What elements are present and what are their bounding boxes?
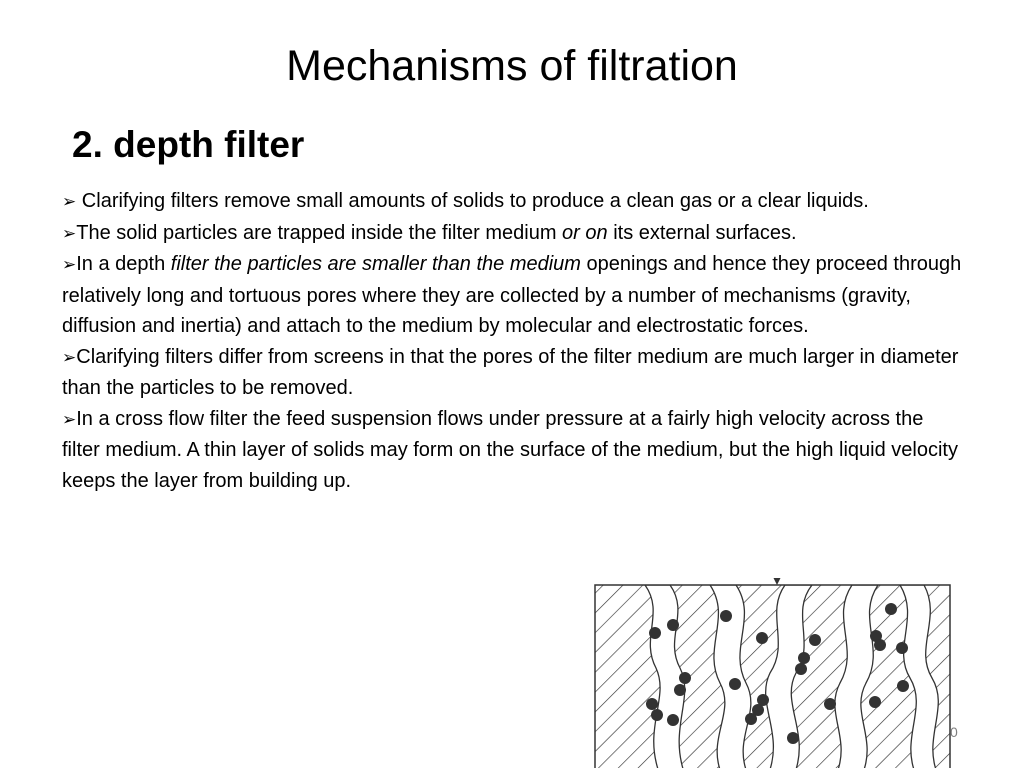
depth-filter-diagram: [590, 578, 960, 768]
bullet-item: [62, 186, 962, 218]
flow-arrow-icon: [773, 578, 781, 585]
bullet-arrow-icon: ➢: [62, 255, 77, 275]
bullet-arrow-icon: ➢: [62, 409, 77, 430]
bullet-arrow-icon: ➢: [62, 192, 77, 212]
bullet-text: Clarifying filters differ from screens in that the pores of the filter medium are much larger in diameter than the particles to be removed.: [62, 345, 959, 399]
bullet-item: [62, 342, 962, 404]
bullet-item: [62, 218, 962, 250]
slide-subtitle: 2. depth filter: [72, 124, 305, 165]
bullet-text: its external surfaces.: [607, 221, 797, 244]
bullet-text-italic: filter the particles are smaller than the medium: [170, 253, 581, 275]
slide-title: Mechanisms of filtration: [286, 42, 738, 90]
bullet-arrow-icon: ➢: [62, 347, 77, 368]
bullet-item: [62, 404, 962, 497]
bullet-text-italic: or on: [562, 221, 608, 244]
page-number: 0: [950, 724, 958, 740]
bullet-item: [62, 249, 962, 342]
bullet-text: Clarifying filters remove small amounts of solids to produce a clean gas or a clear liquids.: [76, 190, 869, 212]
bullet-text: openings and hence they proceed through relatively long and tortuous pores where they are collected by a number of mechanisms (gravity, diffusion and inertia) and attach to the medium by molecular and electrostatic forces.: [62, 253, 962, 337]
bullet-text: In a cross flow filter the feed suspension flows under pressure at a fairly high velocity across the filter medium. A thin layer of solids may form on the surface of the medium, but the high liquid velocity keeps the layer from building up.: [62, 407, 958, 492]
bullet-arrow-icon: ➢: [62, 223, 77, 244]
bullet-text: The solid particles are trapped inside the filter medium: [76, 221, 563, 244]
bullet-list: [62, 186, 962, 496]
bullet-text: In a depth: [76, 253, 171, 275]
